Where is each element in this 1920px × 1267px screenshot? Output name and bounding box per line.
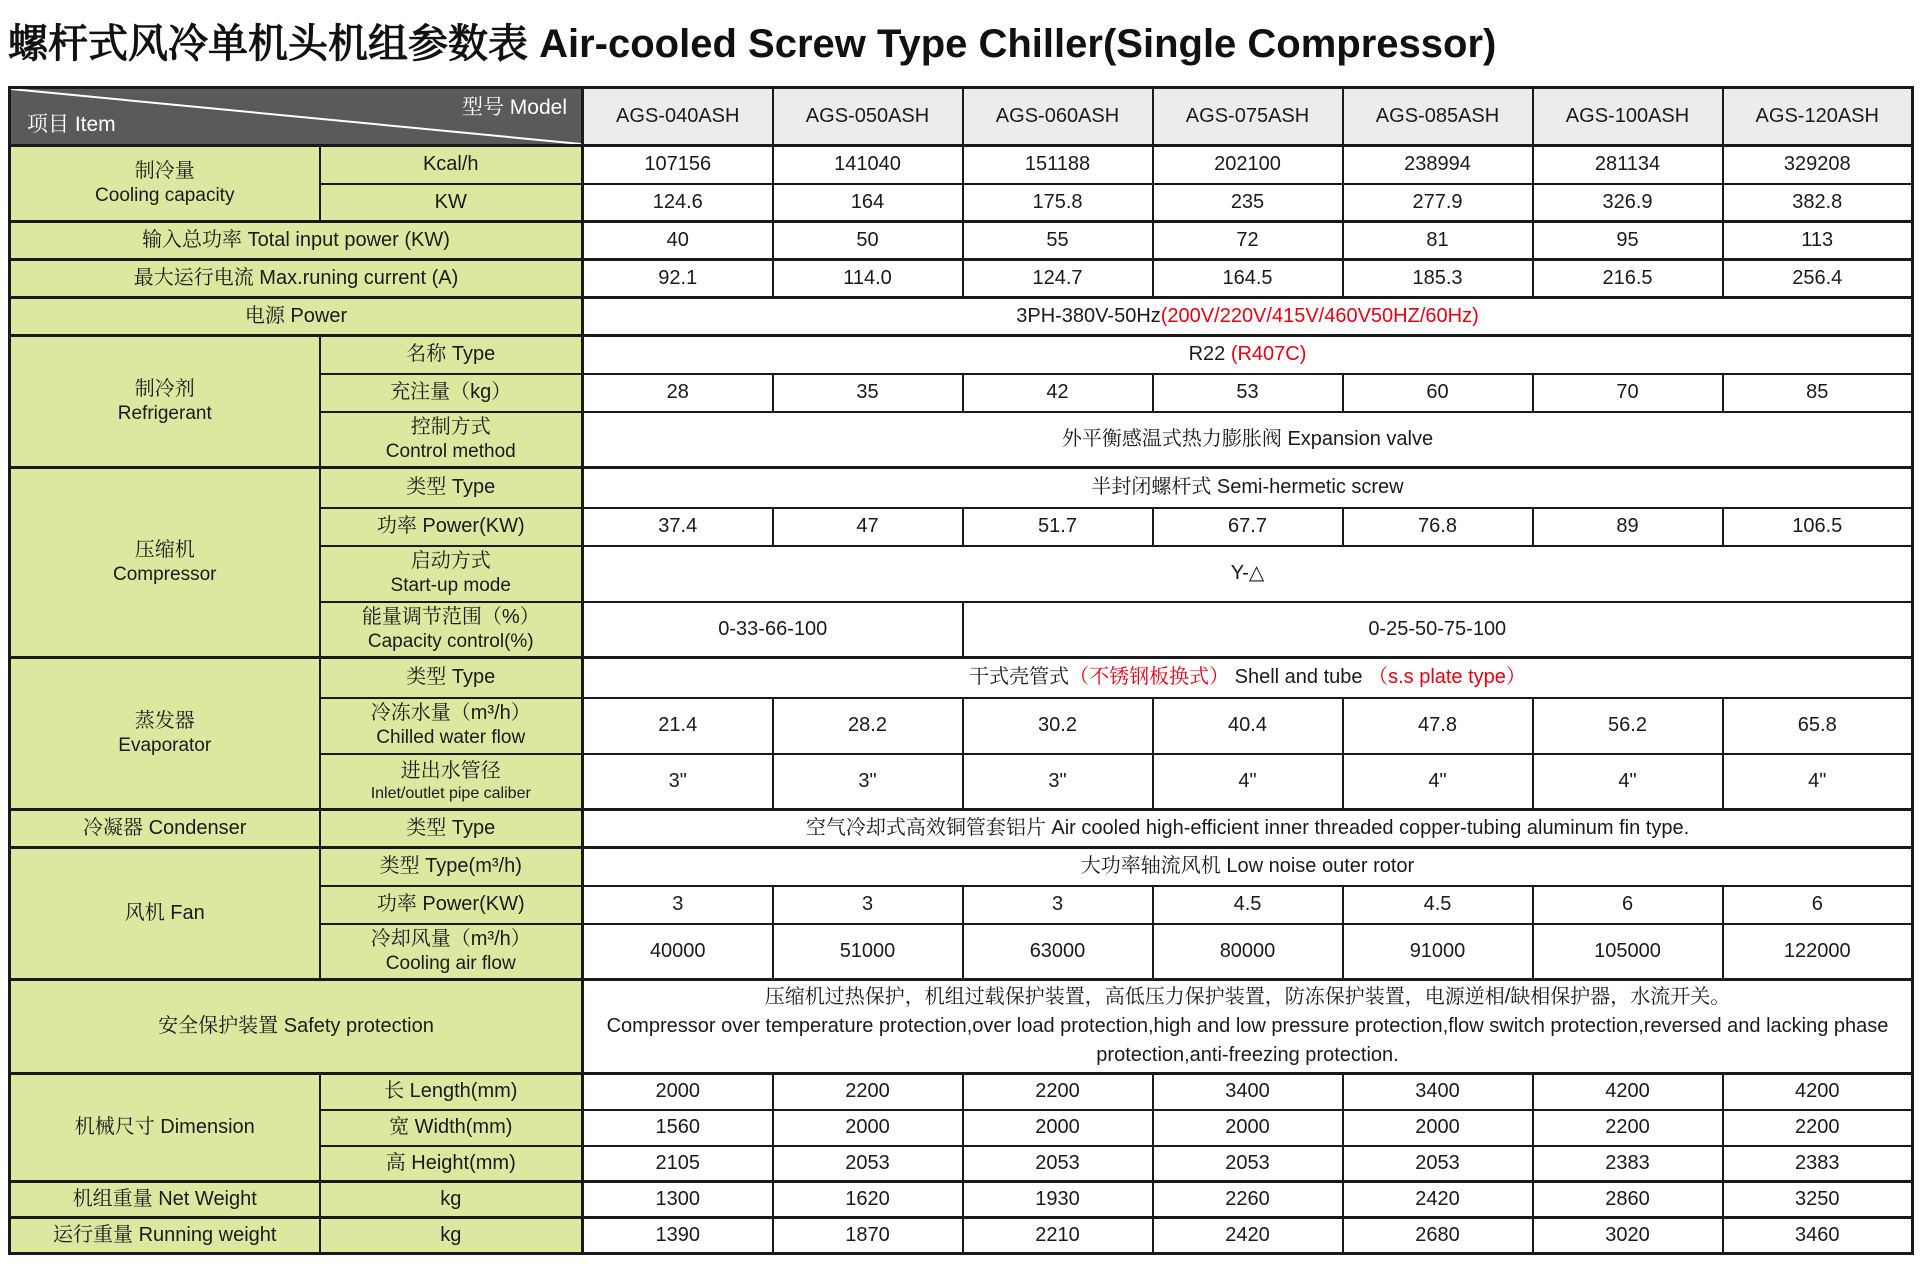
value-cell: 40 <box>583 222 773 260</box>
value-cell: 28 <box>583 374 773 412</box>
value-cell: 2200 <box>963 1074 1153 1110</box>
refrigerant-black: R22 <box>1188 343 1231 366</box>
label-zh: 制冷剂 <box>134 378 195 401</box>
label-running-weight-unit: kg <box>320 1218 583 1254</box>
value-cell: 2053 <box>963 1146 1153 1182</box>
model-axis-label: 型号 Model <box>461 96 567 119</box>
label-en: Cooling capacity <box>95 185 235 207</box>
row-cooling-kcal <box>10 146 1913 184</box>
value-cell: 85 <box>1723 374 1913 412</box>
label-fan-power: 功率 Power(KW) <box>320 886 583 924</box>
value-cell: 3020 <box>1533 1218 1723 1254</box>
value-cell: 42 <box>963 374 1153 412</box>
value-cell: 277.9 <box>1343 184 1533 222</box>
value-cell: 2383 <box>1723 1146 1913 1182</box>
row-safety-protection <box>10 980 1913 1074</box>
value-cell: 70 <box>1533 374 1723 412</box>
label-fan-type: 类型 Type(m³/h) <box>320 848 583 886</box>
label-en: Compressor <box>113 564 217 586</box>
row-net-weight <box>10 1182 1913 1218</box>
condenser-type-value: 空气冷却式高效铜管套铝片 Air cooled high-efficient inner threaded copper-tubing aluminum fin type. <box>583 810 1913 848</box>
value-cell: 114.0 <box>773 260 963 298</box>
value-cell: 185.3 <box>1343 260 1533 298</box>
row-condenser <box>10 810 1913 848</box>
label-evaporator-type: 类型 Type <box>320 658 583 698</box>
label-evaporator <box>10 658 320 810</box>
label-zh: 冷却风量（m³/h） <box>370 927 531 950</box>
value-cell: 4.5 <box>1153 886 1343 924</box>
compressor-type-value: 半封闭螺杆式 Semi-hermetic screw <box>583 468 1913 508</box>
value-cell: 55 <box>963 222 1153 260</box>
item-axis-label: 项目 Item <box>27 112 116 136</box>
label-zh: 压缩机 <box>134 539 195 562</box>
value-cell: 2000 <box>773 1110 963 1146</box>
label-en: Evaporator <box>118 735 212 757</box>
value-cell: 122000 <box>1723 924 1913 980</box>
value-cell: 2053 <box>1153 1146 1343 1182</box>
model-header-cell: AGS-040ASH <box>583 88 773 146</box>
value-cell: 4200 <box>1533 1074 1723 1110</box>
value-cell: 3400 <box>1343 1074 1533 1110</box>
control-method-value: 外平衡感温式热力膨胀阀 Expansion valve <box>583 412 1913 468</box>
value-cell: 47 <box>773 508 963 546</box>
label-condenser: 冷凝器 Condenser <box>10 810 320 848</box>
label-zh: 蒸发器 <box>134 710 195 733</box>
power-supply-value <box>583 298 1913 336</box>
value-cell: 2105 <box>583 1146 773 1182</box>
value-cell: 164 <box>773 184 963 222</box>
label-charge: 充注量（kg） <box>320 374 583 412</box>
value-cell: 89 <box>1533 508 1723 546</box>
value-cell: 51.7 <box>963 508 1153 546</box>
value-cell: 124.6 <box>583 184 773 222</box>
capacity-control-rest: 0-25-50-75-100 <box>963 602 1913 658</box>
model-header-cell: AGS-085ASH <box>1343 88 1533 146</box>
label-zh: 冷冻水量（m³/h） <box>370 702 531 725</box>
label-refrigerant <box>10 336 320 468</box>
label-zh: 制冷量 <box>134 160 195 183</box>
value-cell: 95 <box>1533 222 1723 260</box>
model-header-cell: AGS-075ASH <box>1153 88 1343 146</box>
value-cell: 2860 <box>1533 1182 1723 1218</box>
value-cell: 47.8 <box>1343 698 1533 754</box>
value-cell: 202100 <box>1153 146 1343 184</box>
value-cell: 2200 <box>1723 1110 1913 1146</box>
value-cell: 235 <box>1153 184 1343 222</box>
row-compressor-type <box>10 468 1913 508</box>
value-cell: 4200 <box>1723 1074 1913 1110</box>
value-cell: 1300 <box>583 1182 773 1218</box>
value-cell: 113 <box>1723 222 1913 260</box>
value-cell: 40.4 <box>1153 698 1343 754</box>
value-cell: 2053 <box>773 1146 963 1182</box>
value-cell: 3" <box>773 754 963 810</box>
label-cooling-air-flow <box>320 924 583 980</box>
evap-red2: （s.s plate type） <box>1368 666 1526 689</box>
value-cell: 2420 <box>1343 1182 1533 1218</box>
value-cell: 21.4 <box>583 698 773 754</box>
value-cell: 63000 <box>963 924 1153 980</box>
label-kcal: Kcal/h <box>320 146 583 184</box>
label-zh: 进出水管径 <box>400 759 501 782</box>
value-cell: 151188 <box>963 146 1153 184</box>
value-cell: 105000 <box>1533 924 1723 980</box>
label-en: Cooling air flow <box>385 952 516 974</box>
fan-type-value: 大功率轴流风机 Low noise outer rotor <box>583 848 1913 886</box>
value-cell: 80000 <box>1153 924 1343 980</box>
value-cell: 2200 <box>773 1074 963 1110</box>
value-cell: 141040 <box>773 146 963 184</box>
value-cell: 382.8 <box>1723 184 1913 222</box>
row-input-power <box>10 222 1913 260</box>
value-cell: 4" <box>1343 754 1533 810</box>
value-cell: 37.4 <box>583 508 773 546</box>
value-cell: 2000 <box>583 1074 773 1110</box>
value-cell: 35 <box>773 374 963 412</box>
value-cell: 256.4 <box>1723 260 1913 298</box>
value-cell: 1870 <box>773 1218 963 1254</box>
label-net-weight-unit: kg <box>320 1182 583 1218</box>
value-cell: 2383 <box>1533 1146 1723 1182</box>
value-cell: 281134 <box>1533 146 1723 184</box>
value-cell: 3460 <box>1723 1218 1913 1254</box>
value-cell: 91000 <box>1343 924 1533 980</box>
row-refrigerant-name <box>10 336 1913 374</box>
value-cell: 2000 <box>963 1110 1153 1146</box>
value-cell: 92.1 <box>583 260 773 298</box>
label-capacity-control <box>320 602 583 658</box>
value-cell: 1930 <box>963 1182 1153 1218</box>
value-cell: 3" <box>583 754 773 810</box>
label-pipe-caliber <box>320 754 583 810</box>
value-cell: 326.9 <box>1533 184 1723 222</box>
label-compressor-power: 功率 Power(KW) <box>320 508 583 546</box>
value-cell: 3 <box>773 886 963 924</box>
value-cell: 30.2 <box>963 698 1153 754</box>
value-cell: 67.7 <box>1153 508 1343 546</box>
label-chilled-water-flow <box>320 698 583 754</box>
value-cell: 72 <box>1153 222 1343 260</box>
value-cell: 1560 <box>583 1110 773 1146</box>
label-width: 宽 Width(mm) <box>320 1110 583 1146</box>
value-cell: 1390 <box>583 1218 773 1254</box>
value-cell: 40000 <box>583 924 773 980</box>
evap-black1: 干式壳管式 <box>969 666 1070 689</box>
value-cell: 28.2 <box>773 698 963 754</box>
power-supply-red: (200V/220V/415V/460V50HZ/60Hz) <box>1160 305 1479 327</box>
refrigerant-name-value <box>583 336 1913 374</box>
value-cell: 107156 <box>583 146 773 184</box>
evaporator-type-value <box>583 658 1913 698</box>
model-header-cell: AGS-120ASH <box>1723 88 1913 146</box>
label-control-method <box>320 412 583 468</box>
value-cell: 3" <box>963 754 1153 810</box>
value-cell: 124.7 <box>963 260 1153 298</box>
label-max-current: 最大运行电流 Max.runing current (A) <box>10 260 583 298</box>
label-zh: 控制方式 <box>410 415 491 438</box>
label-en: Start-up mode <box>390 575 511 597</box>
value-cell: 51000 <box>773 924 963 980</box>
label-refrigerant-name: 名称 Type <box>320 336 583 374</box>
spec-table <box>8 86 1914 1255</box>
value-cell: 4" <box>1723 754 1913 810</box>
label-compressor <box>10 468 320 658</box>
value-cell: 3 <box>963 886 1153 924</box>
label-net-weight: 机组重量 Net Weight <box>10 1182 320 1218</box>
label-en: Control method <box>385 440 516 462</box>
value-cell: 238994 <box>1343 146 1533 184</box>
value-cell: 3250 <box>1723 1182 1913 1218</box>
value-cell: 3400 <box>1153 1074 1343 1110</box>
label-compressor-type: 类型 Type <box>320 468 583 508</box>
value-cell: 2210 <box>963 1218 1153 1254</box>
value-cell: 81 <box>1343 222 1533 260</box>
value-cell: 6 <box>1533 886 1723 924</box>
value-cell: 1620 <box>773 1182 963 1218</box>
label-height: 高 Height(mm) <box>320 1146 583 1182</box>
model-header-cell: AGS-060ASH <box>963 88 1153 146</box>
safety-line-zh: 压缩机过热保护，机组过载保护装置，高低压力保护装置，防冻保护装置，电源逆相/缺相保护器，水流开关。 <box>764 986 1731 1008</box>
value-cell: 4.5 <box>1343 886 1533 924</box>
label-condenser-type: 类型 Type <box>320 810 583 848</box>
value-cell: 216.5 <box>1533 260 1723 298</box>
label-kw: KW <box>320 184 583 222</box>
startup-mode-value: Y-△ <box>583 546 1913 602</box>
label-en: Refrigerant <box>117 403 212 425</box>
header-row <box>10 88 1913 146</box>
label-en: Capacity control(%) <box>367 630 534 652</box>
value-cell: 56.2 <box>1533 698 1723 754</box>
label-startup-mode <box>320 546 583 602</box>
value-cell: 4" <box>1533 754 1723 810</box>
value-cell: 65.8 <box>1723 698 1913 754</box>
label-zh: 能量调节范围（%） <box>361 605 540 628</box>
value-cell: 164.5 <box>1153 260 1343 298</box>
value-cell: 4" <box>1153 754 1343 810</box>
label-power-supply: 电源 Power <box>10 298 583 336</box>
power-supply-black: 3PH-380V-50Hz <box>1016 305 1161 327</box>
capacity-control-first: 0-33-66-100 <box>583 602 963 658</box>
label-cooling-capacity <box>10 146 320 222</box>
value-cell: 106.5 <box>1723 508 1913 546</box>
value-cell: 2420 <box>1153 1218 1343 1254</box>
value-cell: 2200 <box>1533 1110 1723 1146</box>
refrigerant-red: (R407C) <box>1230 343 1307 366</box>
label-running-weight: 运行重量 Running weight <box>10 1218 320 1254</box>
label-zh: 启动方式 <box>410 550 491 573</box>
value-cell: 76.8 <box>1343 508 1533 546</box>
label-dimension: 机械尺寸 Dimension <box>10 1074 320 1182</box>
value-cell: 53 <box>1153 374 1343 412</box>
value-cell: 2000 <box>1153 1110 1343 1146</box>
value-cell: 2053 <box>1343 1146 1533 1182</box>
safety-protection-value <box>583 980 1913 1074</box>
label-safety-protection: 安全保护装置 Safety protection <box>10 980 583 1074</box>
value-cell: 2260 <box>1153 1182 1343 1218</box>
evap-red1: （不锈钢板换式） <box>1069 666 1230 689</box>
row-fan-type <box>10 848 1913 886</box>
row-running-weight <box>10 1218 1913 1254</box>
row-evaporator-type <box>10 658 1913 698</box>
value-cell: 175.8 <box>963 184 1153 222</box>
label-fan: 风机 Fan <box>10 848 320 980</box>
model-header-cell: AGS-050ASH <box>773 88 963 146</box>
value-cell: 2680 <box>1343 1218 1533 1254</box>
label-en: Chilled water flow <box>376 727 526 749</box>
label-en: Inlet/outlet pipe caliber <box>370 784 531 802</box>
row-length <box>10 1074 1913 1110</box>
value-cell: 2000 <box>1343 1110 1533 1146</box>
label-length: 长 Length(mm) <box>320 1074 583 1110</box>
value-cell: 3 <box>583 886 773 924</box>
value-cell: 6 <box>1723 886 1913 924</box>
value-cell: 50 <box>773 222 963 260</box>
diagonal-header-cell <box>10 88 583 146</box>
value-cell: 329208 <box>1723 146 1913 184</box>
value-cell: 60 <box>1343 374 1533 412</box>
evap-black2: Shell and tube <box>1229 666 1369 689</box>
row-max-current <box>10 260 1913 298</box>
row-power-supply <box>10 298 1913 336</box>
safety-line-en: Compressor over temperature protection,over load protection,high and low pressure protection,flow switch protection,reversed and lacking phase protection,anti-freezing protection. <box>606 1015 1889 1066</box>
page-title: 螺杆式风冷单机头机组参数表 Air-cooled Screw Type Chiller(Single Compressor) <box>8 22 1497 66</box>
label-input-power: 输入总功率 Total input power (KW) <box>10 222 583 260</box>
model-header-cell: AGS-100ASH <box>1533 88 1723 146</box>
